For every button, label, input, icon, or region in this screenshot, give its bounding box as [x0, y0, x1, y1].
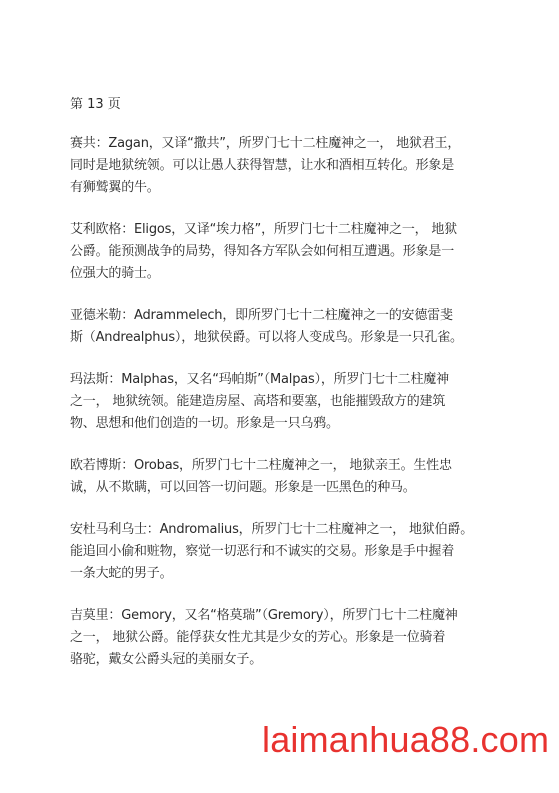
entry-line: 赛共：Zagan，又译“撒共”，所罗门七十二柱魔神之一， 地狱君王， [70, 136, 461, 151]
entry-line: 玛法斯：Malphas，又名“玛帕斯”（Malpas），所罗门七十二柱魔神 [70, 372, 449, 387]
entry-eligos [70, 219, 500, 285]
entry-orobas [70, 455, 500, 499]
entry-line: 一条大蛇的男子。 [70, 566, 173, 581]
entry-line: 能追回小偷和赃物，察觉一切恶行和不诚实的交易。形象是手中握着 [70, 544, 455, 559]
page-number: 第 13 页 [70, 97, 121, 112]
site-watermark: laimanhua88.com [262, 719, 550, 760]
entry-line: 有狮鹫翼的牛。 [70, 180, 160, 195]
entry-line: 位强大的骑士。 [70, 266, 160, 281]
entry-line: 亚德米勒：Adrammelech，即所罗门七十二柱魔神之一的安德雷斐 [70, 308, 453, 323]
entry-line: 安杜马利乌士：Andromalius，所罗门七十二柱魔神之一， 地狱伯爵。 [70, 522, 473, 537]
entry-line: 骆驼，戴女公爵头冠的美丽女子。 [70, 652, 263, 667]
entry-adrammelech [70, 305, 500, 349]
entry-line: 之一， 地狱公爵。能俘获女性尤其是少女的芳心。形象是一位骑着 [70, 630, 446, 645]
entry-line: 诚，从不欺瞒，可以回答一切问题。形象是一匹黑色的种马。 [70, 480, 416, 495]
entry-line: 公爵。能预测战争的局势，得知各方军队会如何相互遭遇。形象是一 [70, 244, 455, 259]
entry-line: 欧若博斯：Orobas，所罗门七十二柱魔神之一， 地狱亲王。生性忠 [70, 458, 452, 473]
entry-line: 同时是地狱统领。可以让愚人获得智慧，让水和酒相互转化。形象是 [70, 158, 455, 173]
entry-andromalius [70, 519, 500, 585]
entry-line: 艾利欧格：Eligos，又译“埃力格”，所罗门七十二柱魔神之一， 地狱 [70, 222, 458, 237]
entry-line: 吉莫里：Gemory，又名“格莫瑞”（Gremory），所罗门七十二柱魔神 [70, 608, 458, 623]
entry-malphas [70, 369, 500, 435]
entry-gemory [70, 605, 500, 671]
entry-line: 物、思想和他们创造的一切。形象是一只乌鸦。 [70, 416, 339, 431]
entry-list [70, 133, 500, 691]
entry-zagan [70, 133, 500, 199]
entry-line: 斯（Andrealphus），地狱侯爵。可以将人变成鸟。形象是一只孔雀。 [70, 330, 463, 345]
entry-line: 之一， 地狱统领。能建造房屋、高塔和要塞，也能摧毁敌方的建筑 [70, 394, 446, 409]
